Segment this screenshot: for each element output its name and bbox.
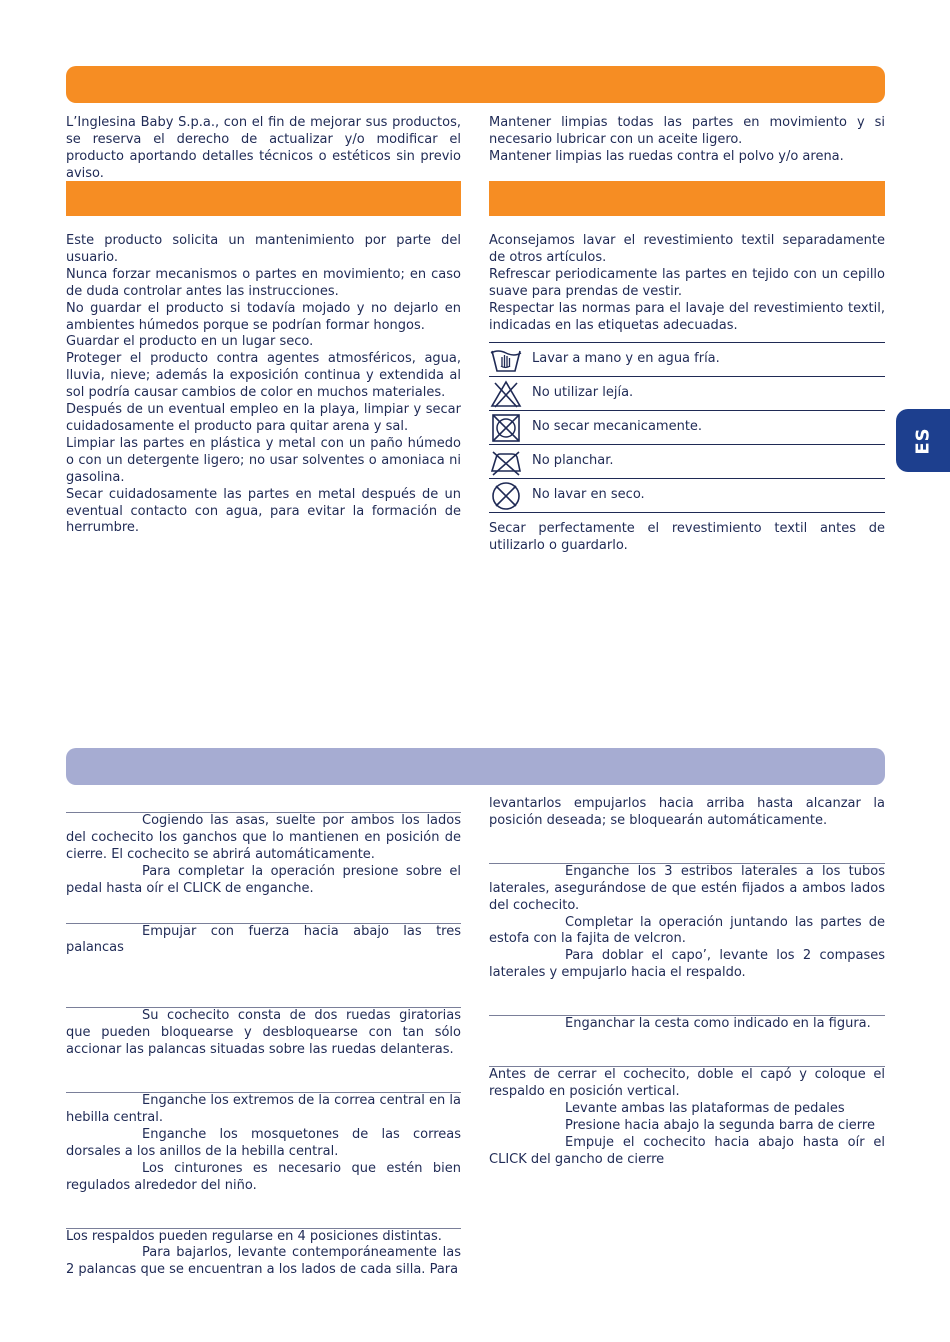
textile-line: Respectar las normas para el lavaje del revestimiento textil, indicadas en las etiquetas adecuadas. <box>489 300 885 333</box>
intro-section <box>66 115 461 183</box>
closing-step: Antes de cerrar el cochecito, doble el capó y coloque el respaldo en posición vertical. <box>489 1067 885 1099</box>
closing-step: Levante ambas las plataformas de pedales <box>565 1100 845 1116</box>
maintenance-line: Secar cuidadosamente las partes en metal después de un eventual contacto con agua, para evitar la formación de herrumbre. <box>66 486 461 536</box>
closing-step: Empuje el cochecito hacia abajo hasta oír el CLICK del gancho de cierre <box>489 1134 885 1167</box>
textile-line: Aconsejamos lavar el revestimiento textil separadamente de otros artículos. <box>489 233 885 265</box>
maintenance-section <box>66 233 461 537</box>
care-row <box>489 444 885 478</box>
levers-step: Empujar con fuerza hacia abajo las tres palancas <box>66 923 461 956</box>
opening-step: Cogiendo las asas, suelte por ambos los lados del cochecito los ganchos que lo mantienen en posición de cierre. El cochecito se abrirá automáticamente. <box>66 813 461 862</box>
no-bleach-icon <box>489 379 523 409</box>
care-row <box>489 342 885 376</box>
hood-step: Enganche los 3 estribos laterales a los tubos laterales, asegurándose de que estén fijados a ambos lados del cochecito. <box>489 863 885 913</box>
backrest-step: Los respaldos pueden regularse en 4 posiciones distintas. <box>66 1228 442 1244</box>
harness-step: Los cinturones es necesario que estén bien regulados alrededor del niño. <box>66 1160 461 1193</box>
instructions-right <box>489 796 885 1169</box>
care-label: No planchar. <box>532 453 614 469</box>
backrest-step: Para bajarlos, levante contemporáneamente las 2 palancas que se encuentran a los lados de cada silla. Para <box>66 1245 461 1278</box>
no-tumble-dry-icon <box>489 413 523 443</box>
care-label: No lavar en seco. <box>532 487 645 503</box>
opening-step: Para completar la operación presione sobre el pedal hasta oír el CLICK de enganche. <box>66 863 461 896</box>
textile-footer: Secar perfectamente el revestimiento textil antes de utilizarlo o guardarlo. <box>489 521 885 554</box>
maintenance-line: Este producto solicita un mantenimiento por parte del usuario. <box>66 233 461 265</box>
maintenance-line: No guardar el producto si todavía mojado y no dejarlo en ambientes húmedos porque se podrían formar hongos. <box>66 300 461 333</box>
maintenance-line: Nunca forzar mecanismos o partes en movimiento; en caso de duda controlar antes las instrucciones. <box>66 266 461 299</box>
intro-text: L’Inglesina Baby S.p.a., con el fin de mejorar sus productos, se reserva el derecho de actualizar y/o modificar el producto aportando detalles técnicos o estéticos sin previo aviso. <box>66 115 461 181</box>
care-label: No utilizar lejía. <box>532 385 634 401</box>
instructions-left <box>66 812 461 1279</box>
closing-step: Presione hacia abajo la segunda barra de cierre <box>565 1117 875 1133</box>
harness-step: Enganche los extremos de la correa central en la hebilla central. <box>66 1093 461 1125</box>
care-label: No secar mecanicamente. <box>532 419 703 435</box>
maintenance-line: Limpiar las partes en plástica y metal con un paño húmedo o con un detergente ligero; no usar solventes o amoniaca ni gasolina. <box>66 435 461 485</box>
wheels-step: Su cochecito consta de dos ruedas giratorias que pueden bloquearse y desbloquearse con tan sólo accionar las palancas situadas sobre las ruedas delanteras. <box>66 1008 461 1058</box>
maintenance-header-bar <box>66 181 461 216</box>
no-dry-clean-icon <box>489 481 523 511</box>
maintenance-line: Después de un eventual empleo en la playa, limpiar y secar cuidadosamente el producto para quitar arena y sal. <box>66 402 461 434</box>
backrest-continued: levantarlos empujarlos hacia arriba hasta alcanzar la posición deseada; se bloquearán automáticamente. <box>489 796 885 828</box>
maintenance-line: Guardar el producto en un lugar seco. <box>66 334 314 350</box>
care-row <box>489 376 885 410</box>
moving-parts-section <box>489 115 885 166</box>
basket-step: Enganchar la cesta como indicado en la figura. <box>565 1016 871 1032</box>
hand-wash-icon <box>489 345 523 375</box>
moving-parts-line: Mantener limpias todas las partes en movimiento y si necesario lubricar con un aceite ligero. <box>489 115 885 147</box>
harness-step: Enganche los mosquetones de las correas dorsales a los anillos de la hebilla central. <box>66 1126 461 1159</box>
language-tab-label: ES <box>912 426 934 455</box>
instructions-header-bar <box>66 748 885 785</box>
top-header-bar <box>66 66 885 103</box>
language-tab <box>896 409 950 472</box>
no-iron-icon <box>489 447 523 477</box>
textile-line: Refrescar periodicamente las partes en tejido con un cepillo suave para prendas de vestir. <box>489 266 885 299</box>
care-symbols-table <box>489 342 885 513</box>
care-row <box>489 478 885 513</box>
hood-step: Completar la operación juntando las partes de estofa con la fajita de velcron. <box>489 914 885 947</box>
maintenance-line: Proteger el producto contra agentes atmosféricos, agua, lluvia, nieve; además la exposición continua y extendida al sol podría causar cambios de color en muchos materiales. <box>66 351 461 401</box>
hood-step: Para doblar el capo’, levante los 2 compases laterales y empujarlo hacia el respaldo. <box>489 948 885 981</box>
moving-parts-line: Mantener limpias las ruedas contra el polvo y/o arena. <box>489 148 844 164</box>
textile-section <box>489 233 885 555</box>
care-row <box>489 410 885 444</box>
care-label: Lavar a mano y en agua fría. <box>532 351 720 367</box>
washing-header-bar <box>489 181 885 216</box>
